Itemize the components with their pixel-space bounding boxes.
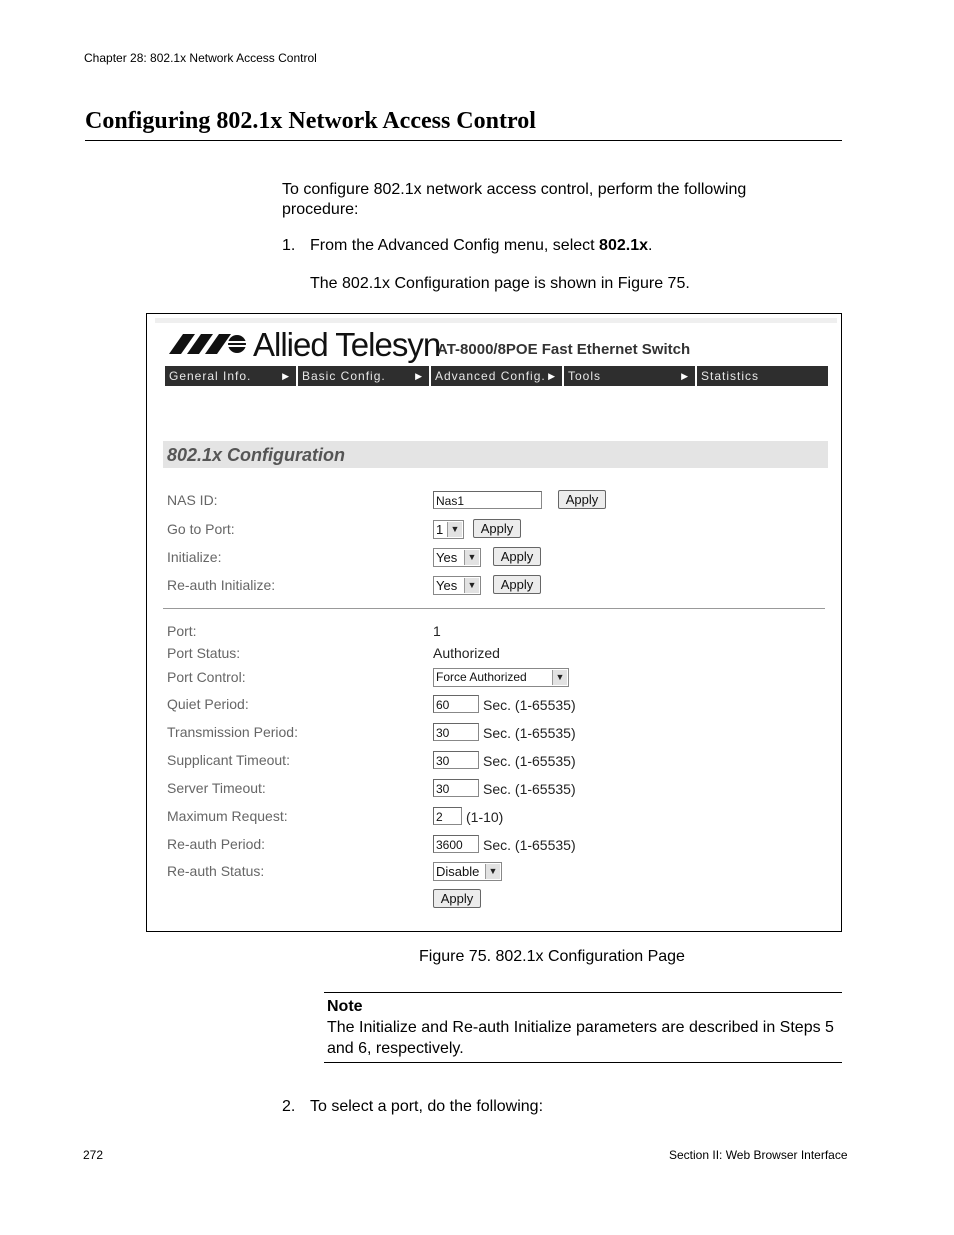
page-number: 272 [83, 1148, 104, 1162]
reauth-initialize-select[interactable]: Yes ▼ [433, 576, 481, 595]
figure-screenshot [146, 313, 842, 932]
step-number: 1. [282, 237, 296, 254]
chevron-down-icon: ▼ [447, 522, 462, 537]
go-to-port-apply-button[interactable]: Apply [473, 519, 521, 538]
quiet-period-label: Quiet Period: [167, 696, 249, 712]
page-title: Configuring 802.1x Network Access Control [85, 108, 536, 134]
step-text: To select a port, do the following: [310, 1098, 544, 1115]
figure-reference: The 802.1x Configuration page is shown in Figure 75. [310, 275, 690, 292]
maximum-request-label: Maximum Request: [167, 808, 288, 824]
note-heading: Note [327, 998, 363, 1015]
nas-id-apply-button[interactable]: Apply [558, 490, 606, 509]
reauth-initialize-label: Re-auth Initialize: [167, 577, 276, 593]
server-timeout-input[interactable]: 30 [433, 779, 479, 797]
arrow-right-icon: ▶ [415, 371, 423, 381]
nas-id-label: NAS ID: [167, 492, 218, 508]
brand-logo-text: Allied Telesyn [253, 326, 441, 363]
step-menu-item: 802.1x [599, 237, 648, 254]
step-number: 2. [282, 1098, 296, 1115]
nav-statistics[interactable]: Statistics [697, 366, 828, 386]
port-status-value: Authorized [433, 645, 500, 661]
server-timeout-unit: Sec. (1-65535) [483, 781, 576, 797]
note-box [324, 992, 842, 1063]
nav-general-info[interactable]: General Info. ▶ [165, 366, 296, 386]
step-2 [282, 1097, 543, 1117]
nav-basic-config[interactable]: Basic Config. ▶ [298, 366, 429, 386]
reauth-status-select[interactable]: Disable ▼ [433, 862, 502, 881]
reauth-period-input[interactable]: 3600 [433, 835, 479, 853]
supplicant-timeout-input[interactable]: 30 [433, 751, 479, 769]
go-to-port-label: Go to Port: [167, 521, 235, 537]
reauth-initialize-apply-button[interactable]: Apply [493, 575, 541, 594]
intro-paragraph: To configure 802.1x network access control, perform the following procedure: [282, 181, 747, 218]
section-title: 802.1x Configuration [167, 445, 346, 465]
footer-section: Section II: Web Browser Interface [669, 1148, 848, 1162]
port-settings-apply-button[interactable]: Apply [433, 889, 481, 908]
step-1: 1. From the Advanced Config menu, select 802.1x. [282, 237, 653, 254]
supplicant-timeout-label: Supplicant Timeout: [167, 752, 290, 768]
chevron-down-icon: ▼ [464, 578, 479, 593]
quiet-period-input[interactable]: 60 [433, 695, 479, 713]
transmission-period-input[interactable]: 30 [433, 723, 479, 741]
chevron-down-icon: ▼ [485, 864, 500, 879]
port-label: Port: [167, 623, 197, 639]
chevron-down-icon: ▼ [552, 670, 567, 685]
initialize-label: Initialize: [167, 549, 222, 565]
initialize-select[interactable]: Yes ▼ [433, 548, 481, 567]
ui-top-strip [155, 318, 837, 323]
arrow-right-icon: ▶ [282, 371, 290, 381]
maximum-request-unit: (1-10) [466, 809, 504, 825]
chevron-down-icon: ▼ [464, 550, 479, 565]
nav-tools[interactable]: Tools ▶ [564, 366, 695, 386]
server-timeout-label: Server Timeout: [167, 780, 266, 796]
product-name: AT-8000/8POE Fast Ethernet Switch [437, 341, 691, 358]
reauth-period-unit: Sec. (1-65535) [483, 837, 576, 853]
port-control-select[interactable]: Force Authorized ▼ [433, 668, 569, 687]
note-text: The Initialize and Re-auth Initialize parameters are described in Steps 5 and 6, respectively. [327, 1019, 834, 1057]
chapter-header: Chapter 28: 802.1x Network Access Control [84, 51, 317, 65]
arrow-right-icon: ▶ [681, 371, 689, 381]
form-divider [163, 608, 825, 609]
port-value: 1 [433, 623, 441, 639]
step-text: From the Advanced Config menu, select [310, 237, 600, 254]
logo-icon [169, 332, 249, 356]
title-divider [85, 140, 842, 141]
maximum-request-input[interactable]: 2 [433, 807, 462, 825]
supplicant-timeout-unit: Sec. (1-65535) [483, 753, 576, 769]
main-nav [165, 366, 828, 386]
nas-id-input[interactable]: Nas1 [433, 491, 542, 509]
go-to-port-select[interactable]: 1 ▼ [433, 520, 464, 539]
initialize-apply-button[interactable]: Apply [493, 547, 541, 566]
port-status-label: Port Status: [167, 645, 241, 661]
quiet-period-unit: Sec. (1-65535) [483, 697, 576, 713]
arrow-right-icon: ▶ [548, 371, 556, 381]
figure-caption: Figure 75. 802.1x Configuration Page [419, 948, 685, 965]
reauth-status-label: Re-auth Status: [167, 863, 265, 879]
port-control-label: Port Control: [167, 669, 246, 685]
reauth-period-label: Re-auth Period: [167, 836, 266, 852]
transmission-period-label: Transmission Period: [167, 724, 298, 740]
transmission-period-unit: Sec. (1-65535) [483, 725, 576, 741]
nav-advanced-config[interactable]: Advanced Config. ▶ [431, 366, 562, 386]
